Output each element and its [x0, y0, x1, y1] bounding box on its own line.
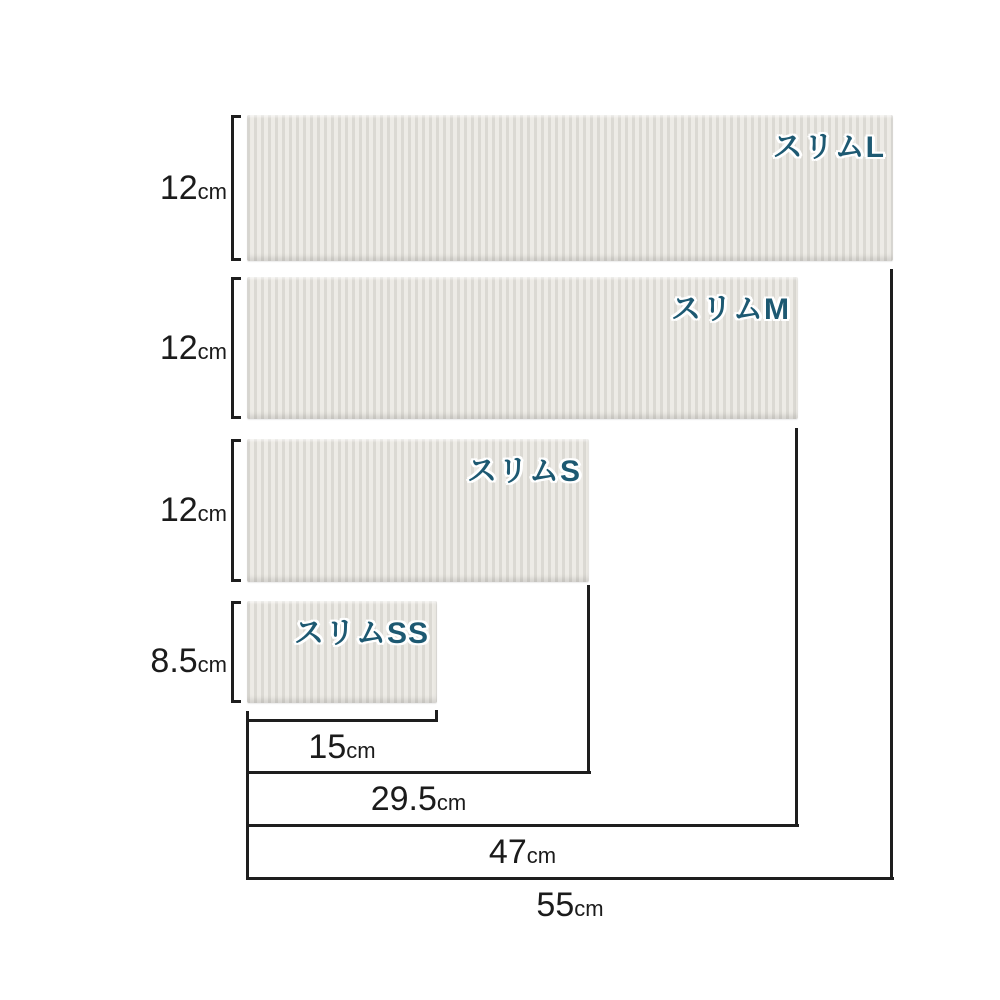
width-dimension-tick-55cm	[890, 269, 893, 880]
height-unit: cm	[197, 652, 227, 677]
height-label-slim-m	[100, 327, 227, 369]
height-bracket-slim-ss	[231, 601, 241, 703]
width-dimension-tick-15cm	[435, 710, 438, 722]
height-bracket-slim-s	[231, 439, 241, 582]
width-unit: cm	[526, 843, 557, 868]
product-label-slim-ss: スリムSS	[293, 617, 429, 650]
product-mat-slim-l	[247, 115, 893, 261]
height-unit: cm	[197, 339, 227, 364]
width-label-15cm	[246, 726, 438, 768]
width-unit: cm	[436, 790, 467, 815]
width-value: 47	[488, 833, 527, 871]
height-bracket-slim-m	[231, 277, 241, 419]
width-dimension-tick-29-5cm	[587, 585, 590, 774]
height-label-slim-s	[100, 489, 227, 531]
width-dimension-line-47cm	[246, 824, 799, 827]
height-unit: cm	[197, 179, 227, 204]
height-label-slim-l	[100, 167, 227, 209]
product-label-slim-l: スリムL	[772, 131, 885, 164]
width-unit: cm	[346, 738, 376, 763]
height-label-slim-ss	[100, 640, 227, 682]
width-dimension-line-15cm	[246, 719, 438, 722]
height-value: 12	[159, 329, 198, 367]
height-bracket-slim-l	[231, 115, 241, 261]
width-label-47cm	[246, 831, 799, 873]
product-label-slim-s: スリムS	[466, 455, 581, 488]
width-value: 55	[536, 886, 575, 924]
product-label-slim-m: スリムM	[671, 293, 790, 326]
width-label-55cm	[246, 884, 894, 926]
width-dimension-line-29-5cm	[246, 771, 591, 774]
height-value: 8.5	[150, 642, 198, 680]
width-value: 29.5	[370, 780, 437, 818]
width-dimension-line-55cm	[246, 877, 894, 880]
height-unit: cm	[197, 501, 227, 526]
width-unit: cm	[574, 896, 604, 921]
width-dimension-tick-47cm	[795, 428, 798, 827]
width-value: 15	[308, 728, 347, 766]
product-mat-slim-ss	[247, 601, 437, 703]
product-mat-slim-m	[247, 277, 798, 419]
width-label-29-5cm	[246, 778, 591, 820]
height-value: 12	[159, 169, 198, 207]
height-value: 12	[159, 491, 198, 529]
product-mat-slim-s	[247, 439, 589, 582]
